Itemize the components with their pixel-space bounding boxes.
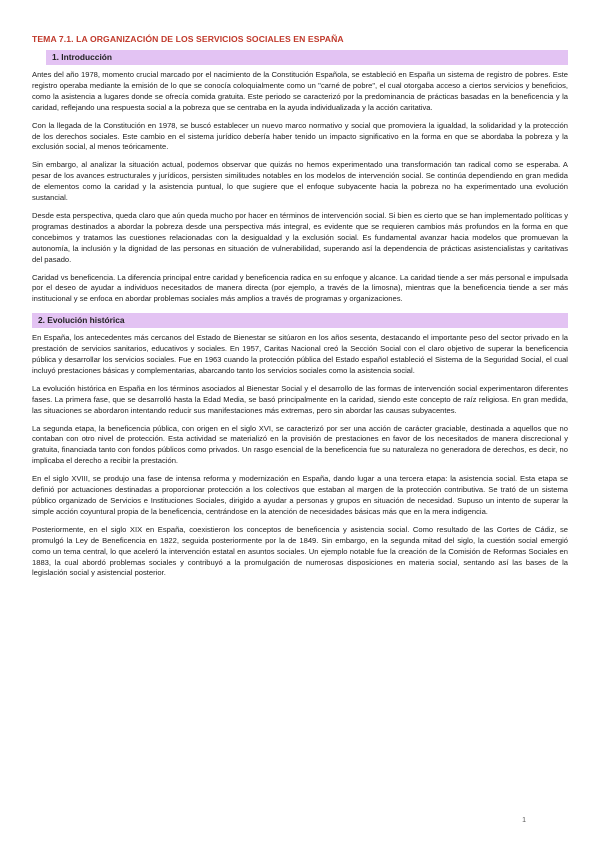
- paragraph: Sin embargo, al analizar la situación actual, podemos observar que quizás no hemos experimentado una transformación tan radical como se esperaba. A pesar de los avances estructurales y jurídicos, persisten similitudes notables en los modelos de intervención social. Se continúa dependiendo en gran medida de elementos como la caridad y la asistencia puntual, lo que sugiere que el enfoque subyacente hacia la pobreza no ha experimentado una evolución sustancial.: [32, 160, 568, 203]
- paragraph: Posteriormente, en el siglo XIX en España, coexistieron los conceptos de beneficencia y asistencia social. Como resultado de las Cortes de Cádiz, se promulgó la Ley de Beneficencia en 1822, seguida posteriormente por la de 1849. Sin embargo, en la segunda mitad del siglo, la cuestión social emergió como un tema central, lo que aceleró la intervención estatal en asuntos sociales. Un ejemplo notable fue la creación de la Comisión de Reformas Sociales en 1883, la cual abordó problemas sociales y contribuyó a la promulgación de numerosas disposiciones en materia social, sentando así las bases de la legislación social y asistencial posterior.: [32, 524, 568, 578]
- paragraph: La evolución histórica en España en los términos asociados al Bienestar Social y el desarrollo de las formas de intervención social experimentaron diferentes fases. La primera fase, que se desarrolló hasta la Edad Media, se basó principalmente en la caridad, siendo este concepto de raíz religiosa. En gran medida, las situaciones se abordaron intentando reducir sus manifestaciones más extremas, pero sin abordar las causas subyacentes.: [32, 383, 568, 415]
- document-title: TEMA 7.1. LA ORGANIZACIÓN DE LOS SERVICIOS SOCIALES EN ESPAÑA: [32, 34, 344, 44]
- paragraph: Con la llegada de la Constitución en 1978, se buscó establecer un nuevo marco normativo y social que promoviera la igualdad, la solidaridad y la protección de los derechos sociales. Este cambio en el sistema jurídico debería haber tenido un impacto significativo en la forma en que se abordaba la pobreza y la exclusión social, al menos teóricamente.: [32, 120, 568, 152]
- paragraph: Caridad vs beneficencia. La diferencia principal entre caridad y beneficencia radica en su enfoque y alcance. La caridad tiende a ser más personal e impulsada por el deseo de ayudar a individuos necesitados de manera directa (por ejemplo, a través de la limosna), mientras que la beneficencia tiende a ser más institucional y se enfoca en abordar problemas sociales más amplios a través de programas y organizaciones.: [32, 272, 568, 304]
- page-number: 1: [522, 817, 526, 824]
- section-heading-evolucion-historica: 2. Evolución histórica: [32, 313, 568, 328]
- paragraph: Antes del año 1978, momento crucial marcado por el nacimiento de la Constitución Española, se estableció en España un sistema de registro de pobres. Este registro operaba mediante la emisión de lo que se conocía coloquialmente como un "carné de pobre", el cual otorgaba acceso a ciertos servicios y beneficios, como la asistencia a lugares donde se ofrecía comida gratuita. Este periodo se caracterizó por la predominancia de prácticas basadas en la beneficencia y la caridad, reflejando una respuesta social a la pobreza que se centraba en la ayuda individualizada y la acción caritativa.: [32, 70, 568, 112]
- paragraph: En España, los antecedentes más cercanos del Estado de Bienestar se sitúaron en los años sesenta, destacando el importante peso del sector privado en la prestación de servicios sanitarios, educativos y sociales. En 1957, Caritas Nacional creó la Sección Social con el claro objetivo de superar la beneficencia pública y desarrollar los servicios sociales. Fue en 1963 cuando la protección pública del Estado español estableció el Sistema de la Seguridad Social, el cual incluyó prestaciones básicas y complementarias, abarcando tanto los servicios sociales como la asistencia social.: [32, 333, 568, 375]
- paragraph: En el siglo XVIII, se produjo una fase de intensa reforma y modernización en España, dando lugar a una tercera etapa: la asistencia social. Esta etapa se definió por actuaciones destinadas a proporcionar protección a los colectivos que estaban al margen de la protección contributiva. Se trató de un sistema público organizado de Servicios e Instituciones Sociales, dirigido a ayudar a personas y grupos en situación de necesidad. Supuso un intento de superar la simple acción coyuntural propia de la beneficencia, centrándose en la atención de necesidades básicas más que en la mera indigencia.: [32, 474, 568, 516]
- paragraph: Desde esta perspectiva, queda claro que aún queda mucho por hacer en términos de intervención social. Si bien es cierto que se han implementado políticas y programas destinados a abordar la pobreza desde una perspectiva más integral, es evidente que se requieren cambios más profundos en la forma en que concebimos y tratamos las cuestiones relacionadas con la desigualdad y la exclusión social. Es fundamental avanzar hacia modelos que promuevan la autonomía, la inclusión y la dignidad de las personas en situación de vulnerabilidad, superando así la dependencia de prácticas asistencialistas y caritativas del pasado.: [32, 210, 568, 264]
- section-heading-introduccion: 1. Introducción: [46, 50, 568, 65]
- paragraph: La segunda etapa, la beneficencia pública, con origen en el siglo XVI, se caracterizó por ser una acción de carácter graciable, destinada a aquellos que no contaban con otro nivel de protección. Esta actividad se materializó en la provisión de prestaciones en favor de los necesitados de manera discrecional y gratuita, financiada tanto con fondos públicos como privados. Un rasgo esencial de la beneficencia fue su naturaleza no generadora de derechos, es decir, no implicaba el derecho a recibir la prestación.: [32, 423, 568, 466]
